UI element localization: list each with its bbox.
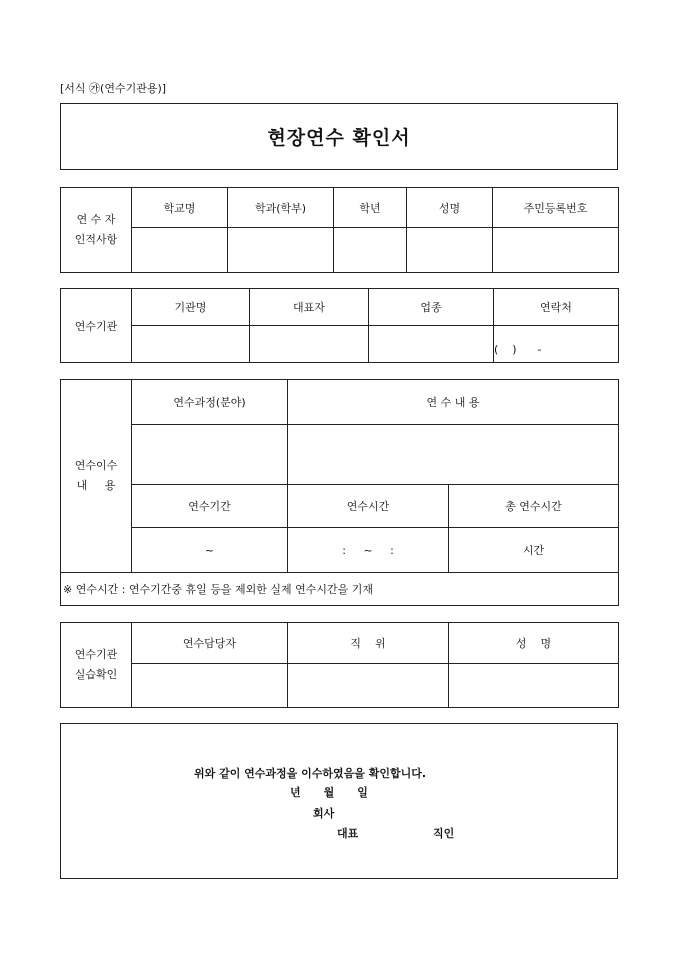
- institution-name-field[interactable]: [132, 326, 250, 363]
- document-title: 현장연수 확인서: [267, 127, 411, 149]
- total-hours-field[interactable]: 시간: [449, 528, 619, 573]
- school-field[interactable]: [132, 228, 228, 273]
- department-field[interactable]: [228, 228, 334, 273]
- representative-label: 대표: [337, 827, 359, 840]
- representative-field[interactable]: [250, 326, 369, 363]
- position-field[interactable]: [288, 664, 449, 708]
- header-representative: 대표자: [250, 289, 369, 326]
- seal-label: 직인: [433, 827, 455, 840]
- confirmation-box: [60, 723, 618, 879]
- header-period: 연수기간: [132, 485, 288, 528]
- verification-label-line1: 연수기관: [74, 648, 118, 661]
- confirmation-statement: 위와 같이 연수과정을 이수하였음을 확인합니다.: [194, 767, 427, 780]
- header-contact: 연락처: [494, 289, 619, 326]
- header-resident-number: 주민등록번호: [493, 188, 619, 228]
- hours-note: ※ 연수시간 : 연수기간중 휴일 등을 제외한 실제 연수시간을 기재: [61, 573, 619, 606]
- header-grade: 학년: [334, 188, 407, 228]
- header-industry: 업종: [369, 289, 494, 326]
- grade-field[interactable]: [334, 228, 407, 273]
- completion-label-line1: 연수이수: [74, 459, 118, 472]
- title-box: [60, 103, 618, 170]
- header-total-hours: 총 연수시간: [449, 485, 619, 528]
- verification-label-line2: 실습확인: [74, 668, 118, 681]
- institution-table: [60, 288, 619, 363]
- completion-label-line2: 내 용: [76, 479, 116, 492]
- completion-table: [60, 379, 619, 606]
- header-name: 성명: [407, 188, 493, 228]
- header-course: 연수과정(분야): [132, 380, 288, 425]
- header-department: 학과(학부): [228, 188, 334, 228]
- resident-number-field[interactable]: [493, 228, 619, 273]
- verification-table: [60, 622, 619, 708]
- trainee-label-line1: 연 수 자: [76, 213, 116, 226]
- trainee-row-label: [61, 188, 132, 273]
- hours-field[interactable]: : ~ :: [288, 528, 449, 573]
- trainee-label-line2: 인적사항: [74, 233, 118, 246]
- full-name-field[interactable]: [449, 664, 619, 708]
- header-institution-name: 기관명: [132, 289, 250, 326]
- industry-field[interactable]: [369, 326, 494, 363]
- trainee-table: [60, 187, 619, 273]
- date-line: 년 월 일: [290, 786, 368, 799]
- content-field[interactable]: [288, 425, 619, 485]
- course-field[interactable]: [132, 425, 288, 485]
- header-supervisor: 연수담당자: [132, 623, 288, 664]
- name-field[interactable]: [407, 228, 493, 273]
- form-code: [서식 ㉮(연수기관용)]: [60, 82, 167, 95]
- contact-field[interactable]: ( ) -: [494, 326, 619, 363]
- header-school: 학교명: [132, 188, 228, 228]
- supervisor-field[interactable]: [132, 664, 288, 708]
- company-label: 회사: [313, 807, 335, 820]
- header-hours: 연수시간: [288, 485, 449, 528]
- institution-row-label: 연수기관: [61, 289, 132, 363]
- header-content: 연 수 내 용: [288, 380, 619, 425]
- period-field[interactable]: ~: [132, 528, 288, 573]
- header-full-name: 성 명: [449, 623, 619, 664]
- verification-row-label: [61, 623, 132, 708]
- header-position: 직 위: [288, 623, 449, 664]
- completion-row-label: [61, 380, 132, 573]
